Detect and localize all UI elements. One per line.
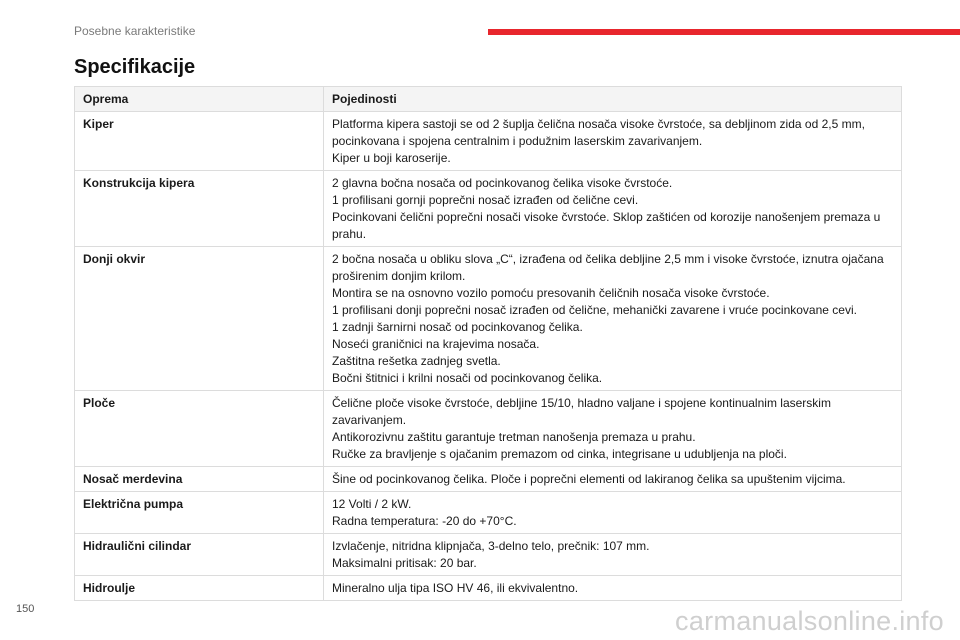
- details-line: proširenim donjim krilom.: [332, 269, 466, 283]
- details-line: Antikorozivnu zaštitu garantuje tretman nanošenja premaza u prahu.: [332, 430, 696, 444]
- details-line: 1 zadnji šarnirni nosač od pocinkovanog čelika.: [332, 320, 583, 334]
- equipment-cell: Kiper: [75, 112, 324, 171]
- table-header-row: [75, 87, 902, 112]
- details-line: Kiper u boji karoserije.: [332, 151, 451, 165]
- equipment-cell: Električna pumpa: [75, 492, 324, 534]
- details-cell: [324, 391, 902, 467]
- table-row: [75, 391, 902, 467]
- table-row: [75, 534, 902, 576]
- details-line: 2 bočna nosača u obliku slova „C“, izrađena od čelika debljine 2,5 mm i visoke čvrstoće, iznutra ojačana: [332, 252, 884, 266]
- page-number: 150: [16, 603, 35, 615]
- details-line: Montira se na osnovno vozilo pomoću presovanih čeličnih nosača visoke čvrstoće.: [332, 286, 770, 300]
- details-line: 12 Volti / 2 kW.: [332, 497, 412, 511]
- details-cell: [324, 171, 902, 247]
- table-row: [75, 576, 902, 601]
- details-line: 2 glavna bočna nosača od pocinkovanog čelika visoke čvrstoće.: [332, 176, 673, 190]
- table-row: [75, 112, 902, 171]
- column-header-equipment: Oprema: [75, 87, 324, 112]
- details-cell: [324, 467, 902, 492]
- details-line: zavarivanjem.: [332, 413, 407, 427]
- equipment-cell: Hidroulje: [75, 576, 324, 601]
- details-cell: [324, 576, 902, 601]
- details-line: Izvlačenje, nitridna klipnjača, 3-delno telo, prečnik: 107 mm.: [332, 539, 650, 553]
- equipment-cell: Ploče: [75, 391, 324, 467]
- details-line: Bočni štitnici i krilni nosači od pocinkovanog čelika.: [332, 371, 603, 385]
- table-row: [75, 467, 902, 492]
- details-cell: [324, 112, 902, 171]
- table-row: [75, 247, 902, 391]
- page-title: Specifikacije: [74, 56, 196, 78]
- details-line: Pocinkovani čelični poprečni nosači visoke čvrstoće. Sklop zaštićen od korozije nanošenjem premaza u: [332, 210, 881, 224]
- details-line: prahu.: [332, 227, 367, 241]
- section-label: Posebne karakteristike: [74, 24, 196, 38]
- details-line: Čelične ploče visoke čvrstoće, debljine 15/10, hladno valjane i spojene kontinualnim laserskim: [332, 396, 831, 410]
- details-line: Platforma kipera sastoji se od 2 šuplja čelična nosača visoke čvrstoće, sa debljinom zida od 2,5 mm,: [332, 117, 865, 131]
- details-line: 1 profilisani gornji poprečni nosač izrađen od čelične cevi.: [332, 193, 639, 207]
- details-line: pocinkovana i spojena centralnim i podužnim laserskim zavarivanjem.: [332, 134, 703, 148]
- table-row: [75, 171, 902, 247]
- equipment-cell: Donji okvir: [75, 247, 324, 391]
- details-cell: [324, 492, 902, 534]
- details-line: Ručke za bravljenje s ojačanim premazom od cinka, integrisane u udubljenja na ploči.: [332, 447, 787, 461]
- details-line: 1 profilisani donji poprečni nosač izrađen od čelične, mehanički zavarene i vruće pocinkovane cevi.: [332, 303, 857, 317]
- details-line: Šine od pocinkovanog čelika. Ploče i poprečni elementi od lakiranog čelika sa upuštenim vijcima.: [332, 472, 846, 486]
- equipment-cell: Konstrukcija kipera: [75, 171, 324, 247]
- watermark-text[interactable]: carmanualsonline.info: [675, 606, 944, 636]
- header-accent-bar: [488, 29, 960, 35]
- column-header-details: Pojedinosti: [324, 87, 902, 112]
- equipment-cell: Nosač merdevina: [75, 467, 324, 492]
- details-cell: [324, 247, 902, 391]
- details-cell: [324, 534, 902, 576]
- details-line: Maksimalni pritisak: 20 bar.: [332, 556, 477, 570]
- table-row: [75, 492, 902, 534]
- details-line: Zaštitna rešetka zadnjeg svetla.: [332, 354, 501, 368]
- specifications-table: [74, 86, 902, 601]
- details-line: Radna temperatura: -20 do +70°C.: [332, 514, 517, 528]
- equipment-cell: Hidraulični cilindar: [75, 534, 324, 576]
- details-line: Noseći graničnici na krajevima nosača.: [332, 337, 540, 351]
- details-line: Mineralno ulja tipa ISO HV 46, ili ekvivalentno.: [332, 581, 579, 595]
